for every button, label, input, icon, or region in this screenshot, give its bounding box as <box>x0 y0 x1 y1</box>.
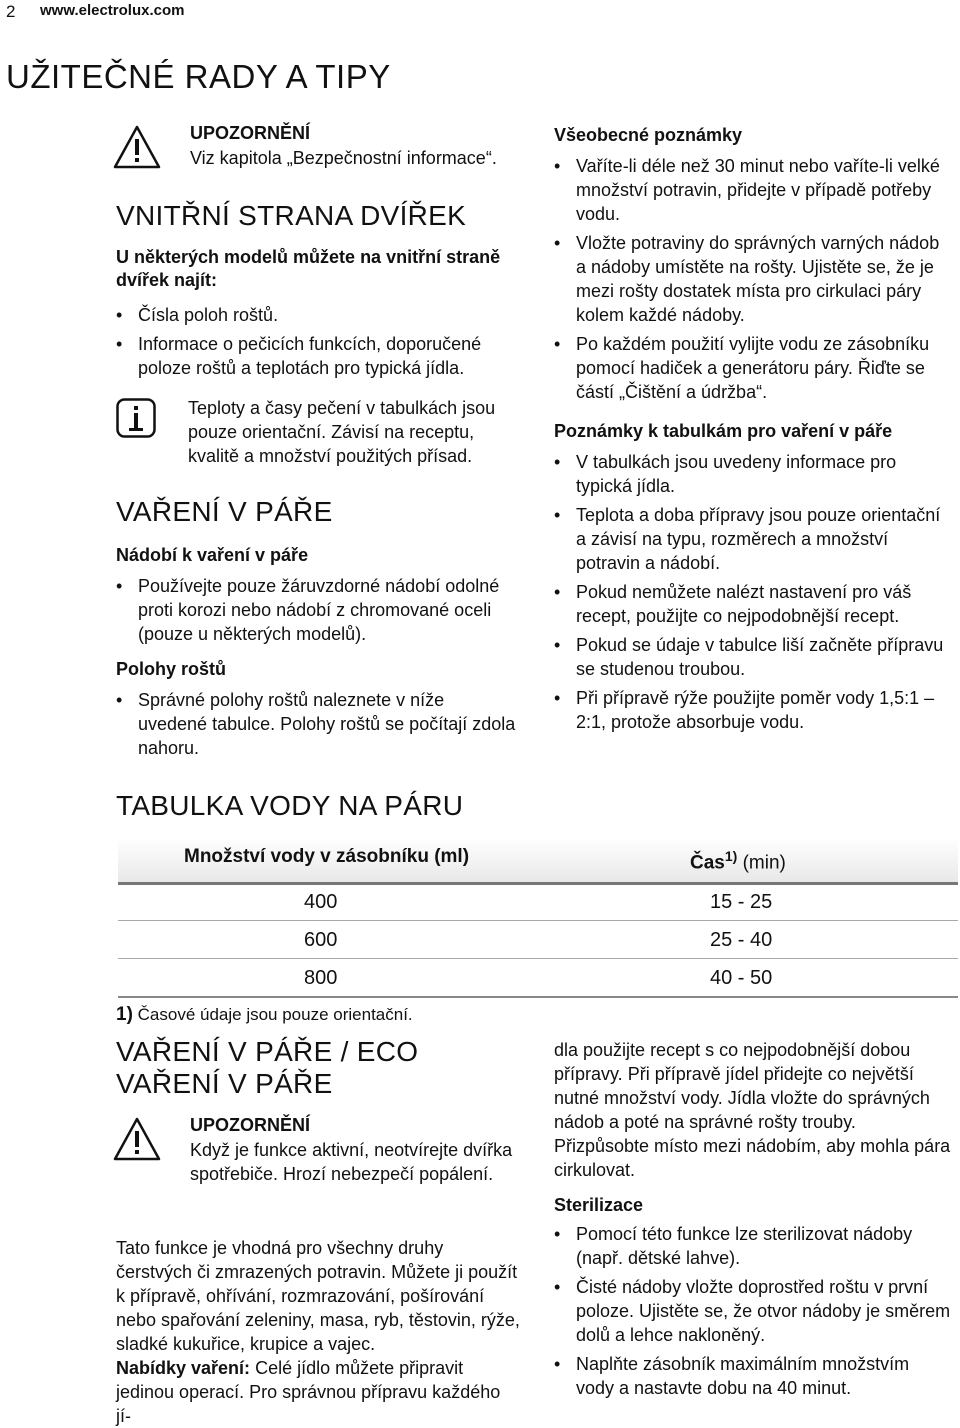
water-table-header <box>118 838 958 885</box>
page-title: UŽITEČNÉ RADY A TIPY <box>6 58 391 95</box>
list-item: • Pokud nemůžete nalézt nastavení pro váš recept, použijte co nejpodobnější recept. <box>554 580 952 628</box>
list-item: • Naplňte zásobník maximálním množstvím vody a nastavte dobu na 40 minut. <box>554 1352 952 1400</box>
time-range: 40 - 50 <box>710 967 773 989</box>
list-item: • Při přípravě rýže použijte poměr vody 1,5:1 – 2:1, protože absorbuje vodu. <box>554 686 952 734</box>
shelf-heading: Polohy roštů <box>116 659 227 679</box>
info-icon <box>116 398 156 438</box>
list-item: • Správné polohy roštů naleznete v níže uvedené tabulce. Polohy roštů se počítají zdola nahoru. <box>116 688 516 760</box>
site-url[interactable]: www.electrolux.com <box>40 2 185 19</box>
water-amount: 400 <box>304 891 338 913</box>
section-heading-eco-steam: VAŘENÍ V PÁŘE / ECO VAŘENÍ V PÁŘE <box>116 1036 419 1099</box>
time-range: 25 - 40 <box>710 929 773 951</box>
warning-heading: UPOZORNĚNÍ <box>190 123 311 143</box>
column-header-time: Čas$^{1)}$ (min) <box>690 848 786 874</box>
cookware-list <box>116 574 516 651</box>
table-row <box>118 884 958 921</box>
cookware-heading: Nádobí k vaření v páře <box>116 545 309 565</box>
menus-label: Nabídky vaření: Celé jídlo můžete připravit jedinou operací. Pro správnou přípravu každého jí- <box>116 1358 501 1426</box>
general-notes-heading: Všeobecné poznámky <box>554 125 743 145</box>
page-number: 2 <box>6 2 16 21</box>
eco-paragraph: Tato funkce je vhodná pro všechny druhy čerstvých či zmrazených potravin. Můžete ji použít k přípravě, ohřívání, rozmrazování, pošírování nebo spařování zeleniny, masa, ryb, těstovin, rýže, sladké kukuřice, krupice a vajec. <box>116 1238 520 1354</box>
warning-text: Viz kapitola „Bezpečnostní informace“. <box>190 148 497 168</box>
table-row <box>118 922 958 959</box>
inner-door-list <box>116 303 506 385</box>
info-note: Teploty a časy pečení v tabulkách jsou pouze orientační. Závisí na receptu, kvalitě a množství použitých přísad. <box>188 398 496 466</box>
menus-text: dla použijte recept s co nejpodobnější dobou přípravy. Při přípravě jídel přidejte co největší nutné množství vody. Jídla vložte do správných nádob a poté na správné rošty trouby. Přizpůsobte místo mezi nádobím, aby mohla pára cirkulovat. <box>554 1040 951 1180</box>
sterilization-heading: Sterilizace <box>554 1195 644 1215</box>
list-item: • Informace o pečicích funkcích, doporučené poloze roštů a teplotách pro typická jídla. <box>116 332 506 380</box>
list-item: • Čísla poloh roštů. <box>116 303 506 327</box>
list-item: • Pomocí této funkce lze sterilizovat nádoby (např. dětské lahve). <box>554 1222 952 1270</box>
inner-door-subheading: U některých modelů můžete na vnitřní straně dvířek najít: <box>116 247 501 290</box>
list-item: • Vložte potraviny do správných varných nádob a nádoby umístěte na rošty. Ujistěte se, že je mezi rošty dostatek místa pro cirkulaci páry kolem každé nádoby. <box>554 231 952 327</box>
list-item: • Používejte pouze žáruvzdorné nádobí odolné proti korozi nebo nádobí z chromované oceli (pouze u některých modelů). <box>116 574 516 646</box>
list-item: • Teplota a doba přípravy jsou pouze orientační a závisí na typu, rozměrech a množství potravin a nádobí. <box>554 503 952 575</box>
section-heading-water-table: TABULKA VODY NA PÁRU <box>116 790 464 821</box>
list-item: • Po každém použití vylijte vodu ze zásobníku pomocí hadiček a generátoru páry. Řiďte se částí „Čištění a údržba“. <box>554 332 952 404</box>
list-item: • Čisté nádoby vložte doprostřed roštu v první poloze. Ujistěte se, že otvor nádoby je směrem dolů a lehce nakloněný. <box>554 1275 952 1347</box>
section-heading-inner-door: VNITŘNÍ STRANA DVÍŘEK <box>116 200 467 231</box>
warning-icon <box>112 1116 162 1162</box>
table-notes-list <box>554 450 952 739</box>
general-notes-list <box>554 154 952 409</box>
warning-heading: UPOZORNĚNÍ <box>190 1115 311 1135</box>
table-row <box>118 960 958 998</box>
list-item: • Vaříte-li déle než 30 minut nebo vaříte-li velké množství potravin, přidejte v případě potřeby vodu. <box>554 154 952 226</box>
table-footnote: 1) Časové údaje jsou pouze orientační. <box>116 1004 413 1025</box>
water-amount: 800 <box>304 967 338 989</box>
list-item: • V tabulkách jsou uvedeny informace pro typická jídla. <box>554 450 952 498</box>
table-notes-heading: Poznámky k tabulkám pro vaření v páře <box>554 421 893 441</box>
sterilization-list <box>554 1222 952 1405</box>
warning-text: Když je funkce aktivní, neotvírejte dvířka spotřebiče. Hrozí nebezpečí popálení. <box>190 1140 513 1184</box>
section-heading-steam: VAŘENÍ V PÁŘE <box>116 496 333 527</box>
column-header-water: Množství vody v zásobníku (ml) <box>184 846 470 867</box>
time-range: 15 - 25 <box>710 891 773 913</box>
warning-icon <box>112 124 162 170</box>
list-item: • Pokud se údaje v tabulce liší začněte přípravu se studenou troubou. <box>554 633 952 681</box>
water-amount: 600 <box>304 929 338 951</box>
shelf-list <box>116 688 516 765</box>
